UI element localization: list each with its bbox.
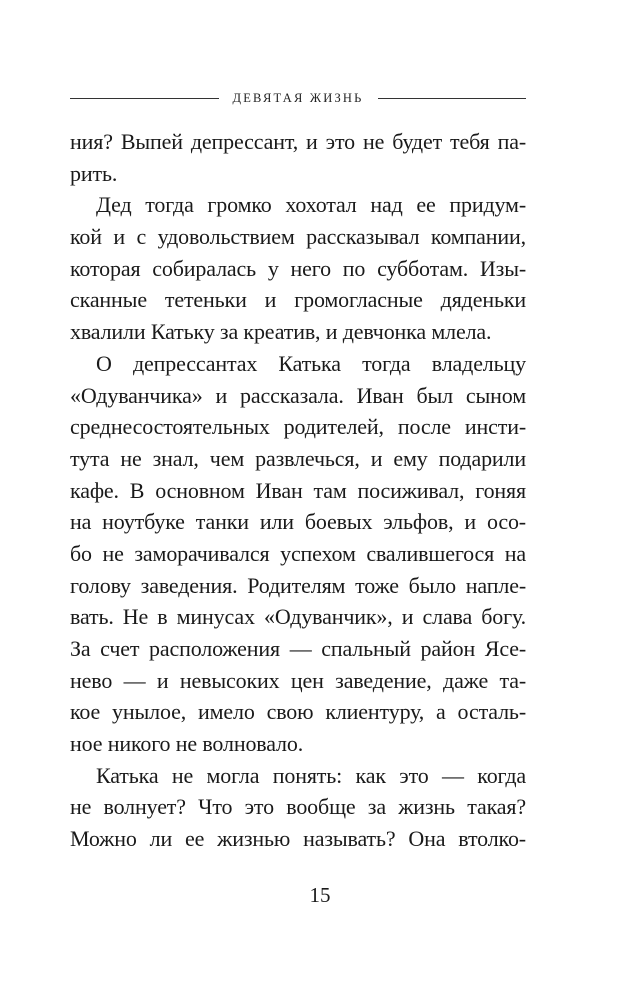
text-line: бо не заморачивался успехом свалившегося на bbox=[70, 540, 526, 566]
text-line: на ноутбуке танки или боевых эльфов, и осо- bbox=[70, 509, 526, 535]
text-line: кафе. В основном Иван там посиживал, гоняя bbox=[70, 477, 526, 503]
text-line: рить. bbox=[70, 160, 118, 186]
running-head-rule-right bbox=[378, 98, 527, 99]
running-head bbox=[70, 88, 526, 108]
text-line: За счет расположения — спальный район Ясе- bbox=[70, 636, 526, 661]
text-line: Можно ли ее жизнью называть? Она втолко- bbox=[70, 826, 526, 852]
text-line: тута не знал, чем развлечься, и ему подарили bbox=[70, 445, 526, 471]
text-line: кое унылое, имело свою клиентуру, а осталь- bbox=[70, 699, 526, 725]
text-line: вать. Не в минусах «Одуванчик», и слава богу. bbox=[70, 604, 526, 630]
running-head-rule-left bbox=[70, 98, 219, 99]
text-line: ное никого не волновало. bbox=[70, 731, 304, 757]
page-number: 15 bbox=[309, 883, 331, 907]
text-line: Катька не могла понять: как это — когда bbox=[96, 762, 526, 788]
text-line: которая собиралась у него по субботам. Изы- bbox=[70, 255, 526, 281]
body-text bbox=[70, 126, 526, 855]
text-line: кой и с удовольствием рассказывал компании, bbox=[70, 224, 526, 250]
text-line: ния? Выпей депрессант, и это не будет тебя па- bbox=[70, 129, 526, 154]
text-line: среднесостоятельных родителей, после инсти- bbox=[70, 414, 526, 440]
text-line: Дед тогда громко хохотал над ее придум- bbox=[96, 192, 526, 218]
text-line: «Одуванчика» и рассказала. Иван был сыном bbox=[70, 382, 526, 408]
text-line: не волнует? Что это вообще за жизнь такая? bbox=[70, 794, 526, 820]
text-line: хвалили Катьку за креатив, и девчонка млела. bbox=[70, 319, 492, 345]
text-line: О депрессантах Катька тогда владельцу bbox=[96, 350, 526, 376]
text-line: голову заведения. Родителям тоже было напле- bbox=[70, 572, 526, 598]
text-line: сканные тетеньки и громогласные дяденьки bbox=[70, 287, 526, 313]
text-line: нево — и невысоких цен заведение, даже та- bbox=[70, 667, 526, 693]
running-head-title: ДЕВЯТАЯ ЖИЗНЬ bbox=[232, 90, 364, 105]
